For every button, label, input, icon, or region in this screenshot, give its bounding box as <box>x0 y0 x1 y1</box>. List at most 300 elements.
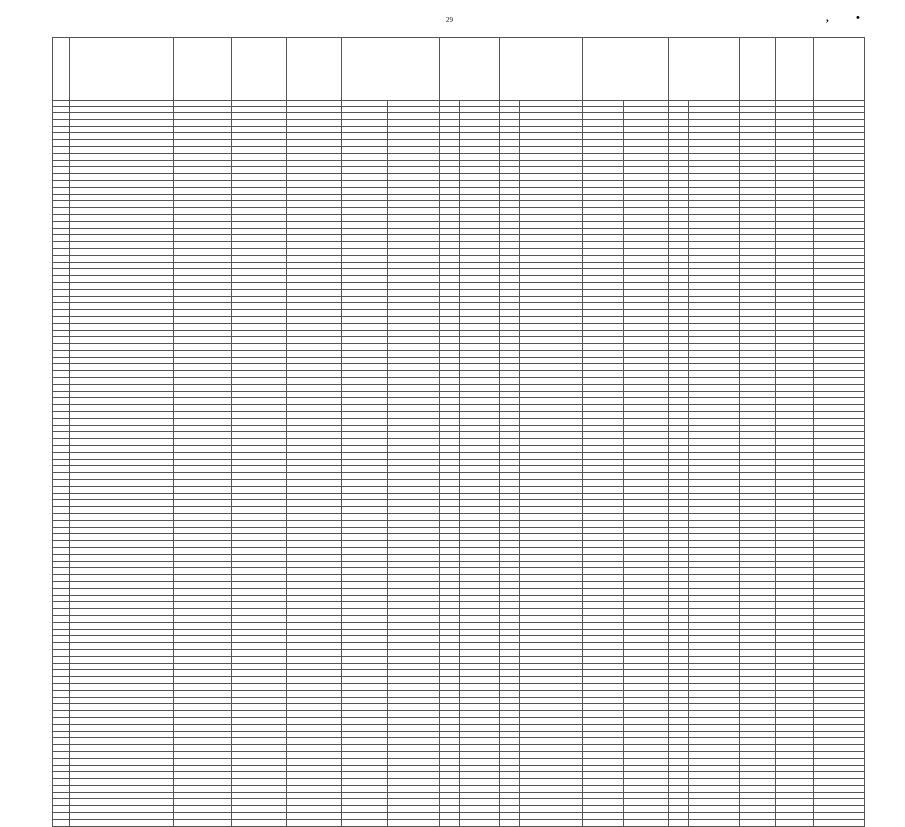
table-cell <box>440 289 460 296</box>
table-cell <box>583 133 624 140</box>
table-cell <box>70 819 174 826</box>
table-cell <box>342 765 388 772</box>
table-row <box>53 194 865 201</box>
table-cell <box>388 446 440 453</box>
table-cell <box>53 581 70 588</box>
table-cell <box>669 813 689 820</box>
table-cell <box>689 500 740 507</box>
table-cell <box>500 785 520 792</box>
table-cell <box>776 779 814 786</box>
table-cell <box>174 398 232 405</box>
table-cell <box>287 575 342 582</box>
table-cell <box>70 690 174 697</box>
table-cell <box>669 779 689 786</box>
table-cell <box>500 316 520 323</box>
table-cell <box>342 677 388 684</box>
table-cell <box>232 289 287 296</box>
table-cell <box>814 500 865 507</box>
table-cell <box>53 751 70 758</box>
table-cell <box>500 174 520 181</box>
table-cell <box>520 615 583 622</box>
table-cell <box>520 398 583 405</box>
table-row <box>53 316 865 323</box>
table-cell <box>440 500 460 507</box>
table-cell <box>232 446 287 453</box>
table-cell <box>776 160 814 167</box>
table-cell <box>689 575 740 582</box>
table-cell <box>814 758 865 765</box>
table-cell <box>500 337 520 344</box>
table-cell <box>624 500 669 507</box>
table-cell <box>440 412 460 419</box>
table-cell <box>388 615 440 622</box>
table-cell <box>174 262 232 269</box>
table-cell <box>342 595 388 602</box>
table-cell <box>669 310 689 317</box>
table-cell <box>388 289 440 296</box>
table-cell <box>669 133 689 140</box>
table-cell <box>500 439 520 446</box>
table-cell <box>70 371 174 378</box>
table-cell <box>440 187 460 194</box>
table-cell <box>440 534 460 541</box>
table-cell <box>287 745 342 752</box>
table-row <box>53 799 865 806</box>
table-cell <box>624 174 669 181</box>
table-cell <box>500 119 520 126</box>
table-cell <box>53 180 70 187</box>
table-cell <box>669 201 689 208</box>
table-cell <box>583 663 624 670</box>
table-cell <box>174 248 232 255</box>
table-cell <box>583 323 624 330</box>
table-cell <box>342 113 388 120</box>
table-cell <box>174 656 232 663</box>
table-cell <box>689 269 740 276</box>
table-cell <box>689 412 740 419</box>
table-cell <box>669 398 689 405</box>
table-cell <box>500 262 520 269</box>
table-cell <box>440 581 460 588</box>
table-cell <box>669 541 689 548</box>
table-cell <box>500 643 520 650</box>
table-cell <box>814 459 865 466</box>
table-cell <box>583 446 624 453</box>
table-cell <box>624 113 669 120</box>
table-cell <box>520 119 583 126</box>
table-cell <box>174 432 232 439</box>
table-cell <box>287 126 342 133</box>
table-cell <box>70 174 174 181</box>
table-cell <box>500 792 520 799</box>
table-cell <box>776 398 814 405</box>
table-cell <box>70 636 174 643</box>
table-cell <box>388 500 440 507</box>
table-cell <box>814 303 865 310</box>
table-cell <box>689 425 740 432</box>
table-cell <box>776 622 814 629</box>
table-cell <box>53 344 70 351</box>
table-cell <box>583 683 624 690</box>
table-cell <box>814 371 865 378</box>
table-cell <box>624 561 669 568</box>
table-cell <box>287 146 342 153</box>
table-cell <box>440 738 460 745</box>
table-cell <box>500 364 520 371</box>
table-cell <box>232 398 287 405</box>
table-cell <box>520 656 583 663</box>
table-cell <box>740 643 776 650</box>
table-cell <box>814 276 865 283</box>
table-cell <box>624 452 669 459</box>
table-cell <box>287 500 342 507</box>
table-cell <box>53 514 70 521</box>
table-cell <box>500 514 520 521</box>
table-cell <box>342 711 388 718</box>
table-cell <box>776 724 814 731</box>
table-cell <box>342 412 388 419</box>
table-cell <box>460 452 500 459</box>
table-cell <box>500 323 520 330</box>
table-cell <box>669 751 689 758</box>
table-cell <box>520 133 583 140</box>
table-cell <box>520 337 583 344</box>
table-cell <box>287 670 342 677</box>
table-cell <box>689 113 740 120</box>
table-cell <box>624 208 669 215</box>
table-cell <box>70 615 174 622</box>
table-cell <box>388 160 440 167</box>
table-cell <box>232 466 287 473</box>
table-cell <box>70 269 174 276</box>
table-cell <box>388 683 440 690</box>
table-row <box>53 446 865 453</box>
table-cell <box>814 704 865 711</box>
table-cell <box>583 452 624 459</box>
table-cell <box>669 316 689 323</box>
table-cell <box>174 548 232 555</box>
table-cell <box>520 806 583 813</box>
table-cell <box>814 214 865 221</box>
table-cell <box>500 520 520 527</box>
table-cell <box>232 520 287 527</box>
table-cell <box>776 140 814 147</box>
table-cell <box>814 683 865 690</box>
table-cell <box>440 391 460 398</box>
table-cell <box>460 459 500 466</box>
header-cell <box>583 38 669 101</box>
table-cell <box>583 534 624 541</box>
table-cell <box>342 418 388 425</box>
table-cell <box>460 799 500 806</box>
table-cell <box>440 819 460 826</box>
table-cell <box>740 792 776 799</box>
table-cell <box>70 425 174 432</box>
table-cell <box>174 792 232 799</box>
table-cell <box>342 649 388 656</box>
table-cell <box>776 330 814 337</box>
table-cell <box>669 697 689 704</box>
table-cell <box>776 174 814 181</box>
table-cell <box>776 751 814 758</box>
table-cell <box>669 432 689 439</box>
table-row <box>53 228 865 235</box>
table-cell <box>287 799 342 806</box>
table-cell <box>740 412 776 419</box>
table-cell <box>70 486 174 493</box>
table-cell <box>440 269 460 276</box>
table-cell <box>460 670 500 677</box>
table-cell <box>440 119 460 126</box>
table-cell <box>440 201 460 208</box>
table-cell <box>689 683 740 690</box>
table-cell <box>814 289 865 296</box>
table-cell <box>740 717 776 724</box>
table-cell <box>520 344 583 351</box>
table-cell <box>583 140 624 147</box>
table-cell <box>174 629 232 636</box>
table-cell <box>70 262 174 269</box>
table-cell <box>287 174 342 181</box>
table-cell <box>814 622 865 629</box>
table-cell <box>669 765 689 772</box>
table-cell <box>740 575 776 582</box>
table-cell <box>583 262 624 269</box>
table-cell <box>232 439 287 446</box>
table-cell <box>388 330 440 337</box>
table-cell <box>624 677 669 684</box>
table-cell <box>669 738 689 745</box>
table-cell <box>287 520 342 527</box>
table-cell <box>53 785 70 792</box>
table-cell <box>520 255 583 262</box>
table-cell <box>583 282 624 289</box>
table-cell <box>53 711 70 718</box>
table-cell <box>232 615 287 622</box>
table-cell <box>287 738 342 745</box>
table-cell <box>232 459 287 466</box>
table-cell <box>669 629 689 636</box>
table-cell <box>814 364 865 371</box>
table-cell <box>287 316 342 323</box>
table-cell <box>232 412 287 419</box>
table-cell <box>740 507 776 514</box>
table-cell <box>624 344 669 351</box>
table-cell <box>440 228 460 235</box>
table-cell <box>814 262 865 269</box>
table-cell <box>287 378 342 385</box>
table-cell <box>689 677 740 684</box>
table-cell <box>342 194 388 201</box>
table-cell <box>342 242 388 249</box>
table-cell <box>460 615 500 622</box>
table-cell <box>174 480 232 487</box>
table-cell <box>624 636 669 643</box>
table-cell <box>814 201 865 208</box>
table-cell <box>740 201 776 208</box>
table-cell <box>669 113 689 120</box>
table-cell <box>287 425 342 432</box>
table-cell <box>342 405 388 412</box>
table-cell <box>740 337 776 344</box>
table-cell <box>287 289 342 296</box>
table-cell <box>232 296 287 303</box>
table-cell <box>460 330 500 337</box>
table-cell <box>740 187 776 194</box>
table-cell <box>740 622 776 629</box>
table-cell <box>342 432 388 439</box>
table-cell <box>440 765 460 772</box>
table-cell <box>440 615 460 622</box>
table-cell <box>520 214 583 221</box>
table-cell <box>624 629 669 636</box>
table-cell <box>460 588 500 595</box>
table-cell <box>814 799 865 806</box>
table-cell <box>814 690 865 697</box>
table-cell <box>388 622 440 629</box>
table-cell <box>669 248 689 255</box>
table-cell <box>440 473 460 480</box>
table-cell <box>776 337 814 344</box>
table-cell <box>520 581 583 588</box>
table-cell <box>342 581 388 588</box>
table-row <box>53 208 865 215</box>
table-cell <box>232 384 287 391</box>
table-cell <box>342 588 388 595</box>
table-cell <box>388 819 440 826</box>
table-cell <box>287 452 342 459</box>
table-cell <box>500 806 520 813</box>
table-cell <box>460 656 500 663</box>
table-cell <box>583 622 624 629</box>
table-cell <box>460 432 500 439</box>
table-row <box>53 412 865 419</box>
table-cell <box>776 697 814 704</box>
table-cell <box>70 221 174 228</box>
table-cell <box>440 466 460 473</box>
table-cell <box>583 643 624 650</box>
table-cell <box>342 683 388 690</box>
table-cell <box>776 208 814 215</box>
table-cell <box>342 153 388 160</box>
table-cell <box>388 344 440 351</box>
table-cell <box>388 636 440 643</box>
table-cell <box>53 622 70 629</box>
table-cell <box>500 248 520 255</box>
table-cell <box>388 554 440 561</box>
table-cell <box>342 772 388 779</box>
table-cell <box>232 323 287 330</box>
table-cell <box>624 282 669 289</box>
table-cell <box>500 711 520 718</box>
table-cell <box>624 228 669 235</box>
header-cell <box>500 38 583 101</box>
table-cell <box>583 371 624 378</box>
table-cell <box>500 745 520 752</box>
table-row <box>53 738 865 745</box>
table-cell <box>624 493 669 500</box>
table-cell <box>70 113 174 120</box>
table-cell <box>232 785 287 792</box>
table-cell <box>53 493 70 500</box>
table-cell <box>669 799 689 806</box>
table-row <box>53 262 865 269</box>
table-row <box>53 344 865 351</box>
table-cell <box>669 384 689 391</box>
table-cell <box>232 303 287 310</box>
table-cell <box>388 357 440 364</box>
table-cell <box>624 262 669 269</box>
table-cell <box>669 683 689 690</box>
table-cell <box>814 350 865 357</box>
table-cell <box>53 357 70 364</box>
table-cell <box>689 140 740 147</box>
table-cell <box>740 466 776 473</box>
table-cell <box>500 813 520 820</box>
table-cell <box>776 323 814 330</box>
table-cell <box>460 643 500 650</box>
table-cell <box>814 174 865 181</box>
table-cell <box>287 160 342 167</box>
table-cell <box>689 126 740 133</box>
table-cell <box>624 133 669 140</box>
table-cell <box>740 214 776 221</box>
table-cell <box>174 221 232 228</box>
table-cell <box>440 690 460 697</box>
table-cell <box>520 235 583 242</box>
table-cell <box>669 140 689 147</box>
table-row <box>53 425 865 432</box>
table-cell <box>520 425 583 432</box>
table-cell <box>500 534 520 541</box>
table-row <box>53 405 865 412</box>
table-cell <box>520 466 583 473</box>
table-cell <box>460 289 500 296</box>
table-cell <box>70 452 174 459</box>
table-cell <box>440 350 460 357</box>
table-cell <box>287 214 342 221</box>
table-cell <box>70 330 174 337</box>
table-cell <box>500 405 520 412</box>
table-cell <box>342 568 388 575</box>
table-cell <box>740 391 776 398</box>
table-cell <box>624 649 669 656</box>
table-cell <box>53 398 70 405</box>
table-cell <box>388 459 440 466</box>
table-cell <box>669 418 689 425</box>
table-cell <box>342 398 388 405</box>
table-cell <box>460 806 500 813</box>
table-cell <box>814 636 865 643</box>
table-cell <box>460 208 500 215</box>
table-cell <box>53 418 70 425</box>
table-cell <box>500 391 520 398</box>
table-cell <box>624 697 669 704</box>
table-cell <box>53 466 70 473</box>
table-cell <box>342 609 388 616</box>
table-cell <box>500 717 520 724</box>
table-cell <box>53 282 70 289</box>
table-cell <box>520 160 583 167</box>
table-cell <box>232 765 287 772</box>
table-cell <box>460 187 500 194</box>
table-cell <box>70 677 174 684</box>
table-row <box>53 697 865 704</box>
table-cell <box>460 316 500 323</box>
table-cell <box>500 683 520 690</box>
table-cell <box>500 378 520 385</box>
table-cell <box>814 493 865 500</box>
